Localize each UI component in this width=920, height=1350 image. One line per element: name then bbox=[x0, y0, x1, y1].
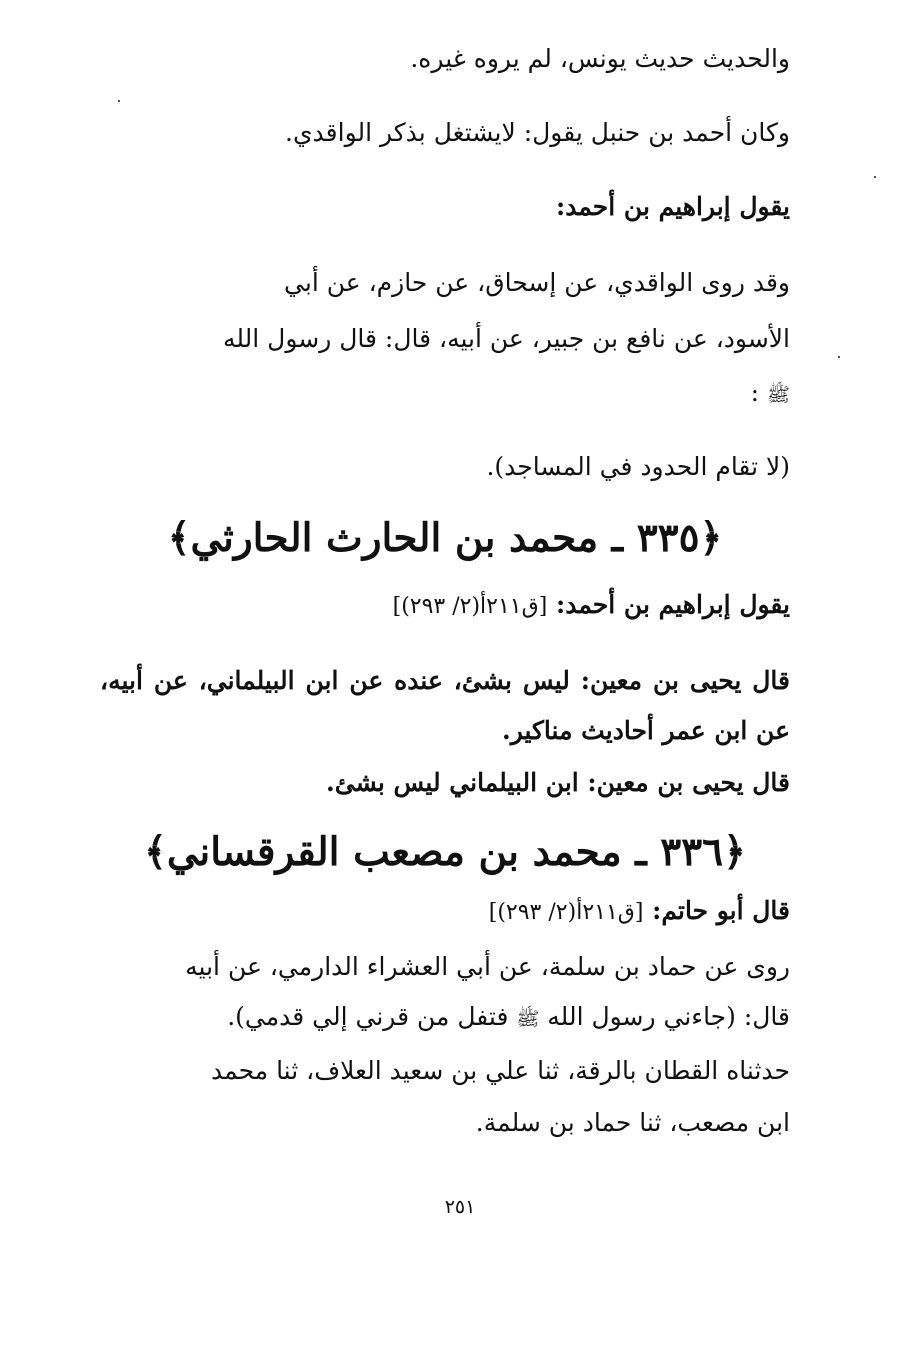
ornament-open: ﴿ bbox=[723, 829, 746, 875]
scan-speck bbox=[874, 176, 876, 178]
entry-heading-335 bbox=[100, 514, 790, 562]
entry-336-paragraph-1-line-1: روى عن حماد بن سلمة، عن أبي العشراء الدارمي، عن أبيه bbox=[185, 952, 790, 981]
paragraph-hadith-yunus: والحديث حديث يونس، لم يروه غيره. bbox=[410, 44, 790, 73]
entry-335-source bbox=[100, 590, 790, 622]
source-label: قال أبو حاتم: bbox=[652, 896, 790, 925]
scan-speck bbox=[838, 356, 840, 358]
entry-336-paragraph-2-line-1: حدثناه القطان بالرقة، ثنا علي بن سعيد العلاف، ثنا محمد bbox=[211, 1056, 790, 1085]
page-number: ٢٥١ bbox=[444, 1196, 476, 1218]
entry-336-source bbox=[100, 896, 790, 928]
entry-335-paragraph-1: قال يحيى بن معين: ليس بشئ، عنده عن ابن البيلماني، عن أبيه، عن ابن عمر أحاديث مناكير. bbox=[100, 666, 790, 745]
entry-336-paragraph-1-line-2 bbox=[100, 1002, 790, 1034]
entry-heading-336 bbox=[100, 828, 790, 876]
section-label-ibrahim: يقول إبراهيم بن أحمد: bbox=[556, 192, 790, 221]
entry-335-paragraph-2: قال يحيى بن معين: ابن البيلماني ليس بشئ. bbox=[326, 768, 790, 797]
manuscript-reference: [ق٢١١أ(٢/ ٢٩٣)] bbox=[488, 900, 644, 925]
entry-title: ٣٣٦ ـ محمد بن مصعب القرقساني bbox=[166, 829, 724, 875]
salawat-ligature: ﷺ bbox=[767, 384, 790, 406]
ornament-close: ﴾ bbox=[167, 515, 191, 561]
ornament-open: ﴿ bbox=[699, 515, 723, 561]
ornament-close: ﴾ bbox=[144, 829, 167, 875]
entry-title: ٣٣٥ ـ محمد بن الحارث الحارثي bbox=[190, 515, 700, 561]
paragraph-waqidi-line-3 bbox=[100, 378, 790, 410]
paragraph-waqidi-line-2: الأسود، عن نافع بن جبير، عن أبيه، قال: قال رسول الله bbox=[222, 324, 790, 353]
quote-start: قال: (جاءني رسول الله bbox=[547, 1002, 790, 1031]
quote-hudud-masajid: (لا تقام الحدود في المساجد). bbox=[486, 452, 790, 481]
manuscript-reference: [ق٢١١أ(٢/ ٢٩٣)] bbox=[392, 594, 548, 619]
paragraph-waqidi-line-1: وقد روى الواقدي، عن إسحاق، عن حازم، عن أبي bbox=[284, 268, 790, 297]
salawat-ligature: ﷺ bbox=[516, 1008, 540, 1030]
colon: : bbox=[750, 378, 760, 407]
paragraph-ahmad-ibn-hanbal: وكان أحمد بن حنبل يقول: لايشتغل بذكر الواقدي. bbox=[285, 118, 790, 147]
source-label: يقول إبراهيم بن أحمد: bbox=[556, 590, 790, 619]
quote-end: فتفل من قرني إلي قدمي). bbox=[227, 1002, 509, 1031]
scan-speck bbox=[118, 100, 120, 102]
entry-336-paragraph-2-line-2: ابن مصعب، ثنا حماد بن سلمة. bbox=[475, 1108, 790, 1137]
